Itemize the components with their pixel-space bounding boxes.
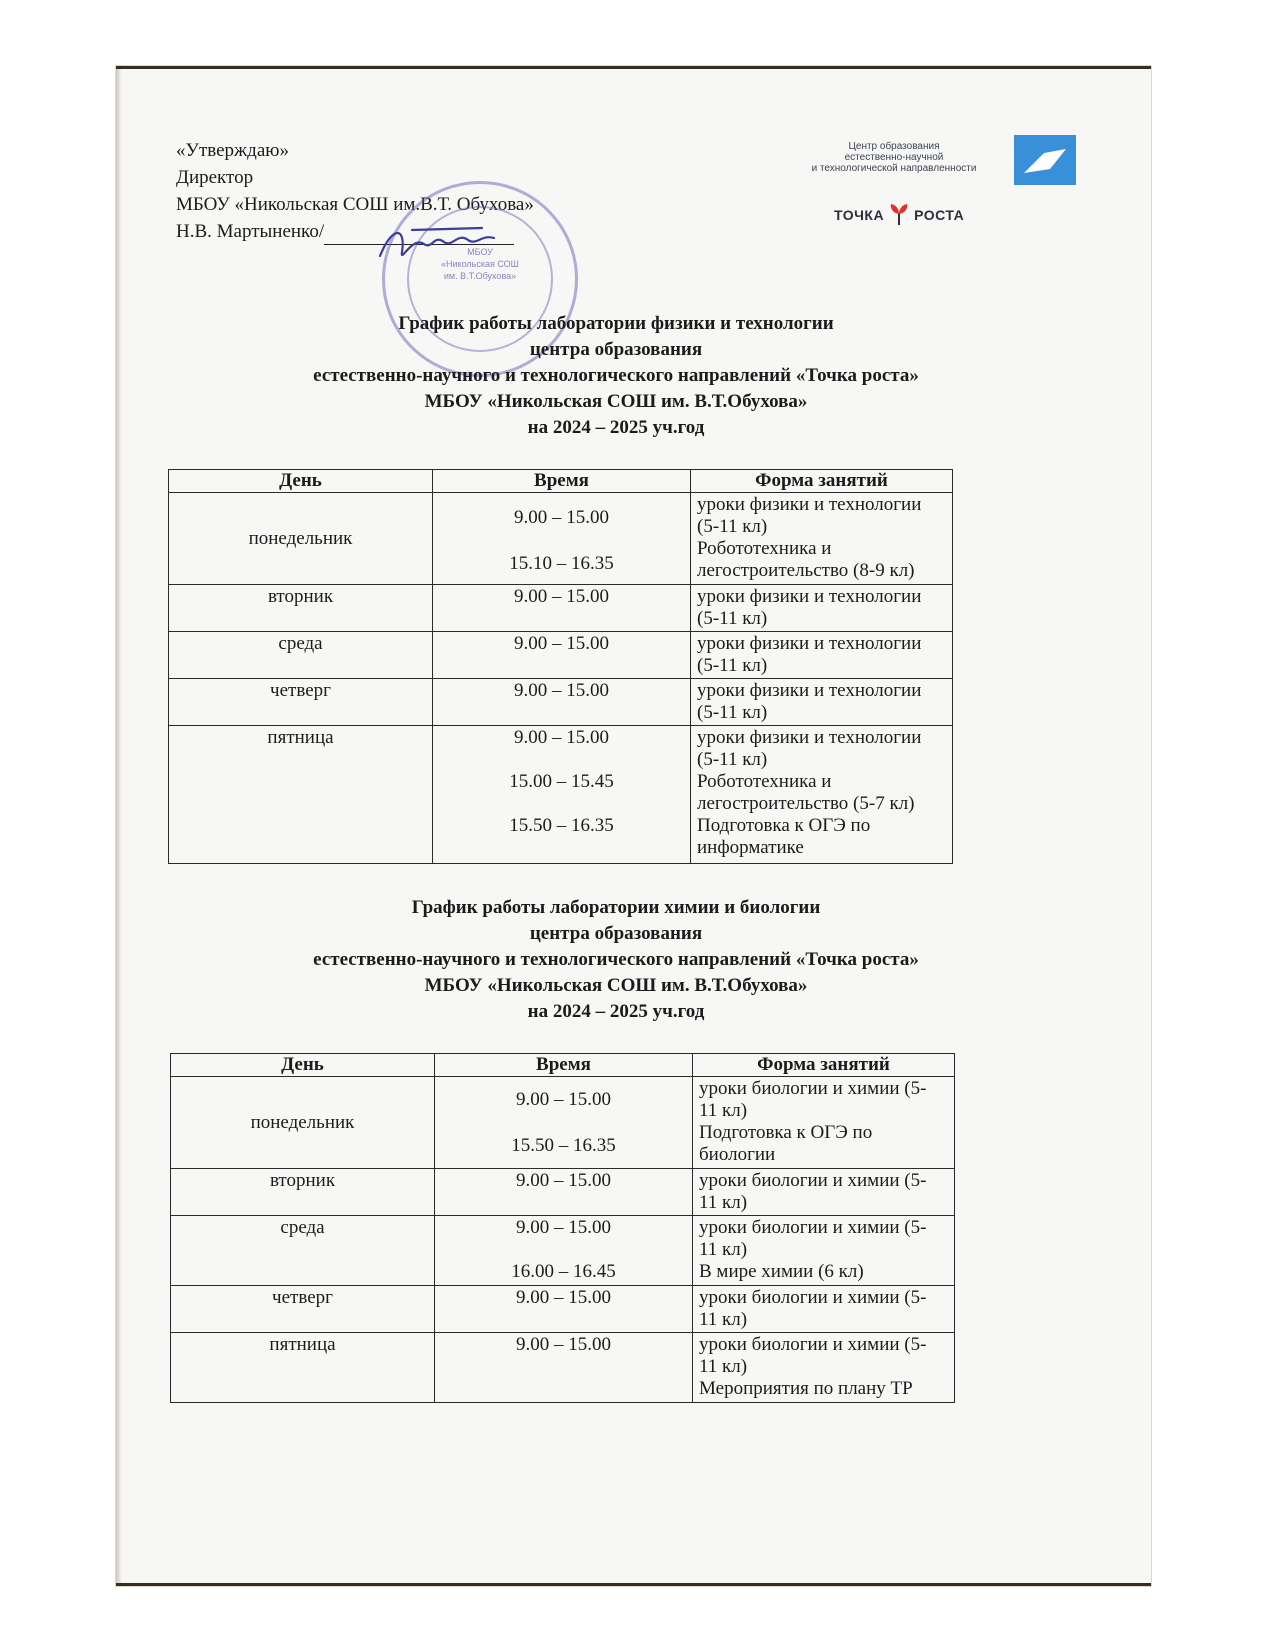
- table-header-row: [171, 1054, 955, 1077]
- time-cell: 9.00 – 15.00 15.10 – 16.35: [433, 493, 691, 585]
- time-cell: 9.00 – 15.00: [433, 632, 691, 679]
- brand-wordmark: [834, 203, 964, 227]
- day-cell: пятница: [171, 1333, 435, 1403]
- director-signature: [372, 214, 512, 274]
- table-row: [169, 493, 953, 585]
- approve-label: «Утверждаю»: [176, 140, 289, 161]
- time-cell: 9.00 – 15.00: [433, 585, 691, 632]
- header-day: День: [169, 470, 433, 493]
- form-cell: уроки биологии и химии (5- 11 кл) Мероприятия по плану ТР: [693, 1333, 955, 1403]
- director-position: Директор: [176, 167, 254, 188]
- document-sheet: [116, 66, 1151, 1586]
- header-day: День: [171, 1054, 435, 1077]
- table-row: [171, 1216, 955, 1286]
- table-row: [171, 1077, 955, 1169]
- time-cell: 9.00 – 15.00 16.00 – 16.45: [435, 1216, 693, 1286]
- table-row: [169, 726, 953, 864]
- table-row: [169, 679, 953, 726]
- form-cell: уроки физики и технологии (5-11 кл): [691, 679, 953, 726]
- form-cell: уроки биологии и химии (5- 11 кл): [693, 1286, 955, 1333]
- form-cell: уроки биологии и химии (5- 11 кл) В мире химии (6 кл): [693, 1216, 955, 1286]
- table-row: [171, 1169, 955, 1216]
- form-cell: уроки биологии и химии (5- 11 кл): [693, 1169, 955, 1216]
- day-cell: понедельник: [171, 1077, 435, 1169]
- section1-title: График работы лаборатории физики и технологии центра образования естественно-научного и технологического направлений «Точка роста» МБОУ «Никольская СОШ им. В.Т.Обухова» на 2024 – 2025 уч.год: [313, 313, 919, 438]
- table-row: [169, 585, 953, 632]
- sprout-icon: [888, 203, 910, 227]
- table-row: [171, 1286, 955, 1333]
- header-time: Время: [435, 1054, 693, 1077]
- day-cell: среда: [169, 632, 433, 679]
- day-cell: четверг: [171, 1286, 435, 1333]
- table-row: [169, 632, 953, 679]
- header-form: Форма занятий: [693, 1054, 955, 1077]
- form-cell: уроки физики и технологии (5-11 кл) Робототехника и легостроительство (5-7 кл) Подготовка к ОГЭ по информатике: [691, 726, 953, 864]
- table-row: [171, 1333, 955, 1403]
- time-cell: 9.00 – 15.00: [435, 1333, 693, 1403]
- day-cell: вторник: [169, 585, 433, 632]
- tochka-rosta-logo: [776, 135, 1086, 245]
- header-time: Время: [433, 470, 691, 493]
- brand-right-word: РОСТА: [914, 207, 965, 223]
- school-name: МБОУ «Никольская СОШ им.В.Т. Обухова»: [176, 194, 534, 215]
- form-cell: уроки физики и технологии (5-11 кл): [691, 585, 953, 632]
- time-cell: 9.00 – 15.00 15.50 – 16.35: [435, 1077, 693, 1169]
- time-cell: 9.00 – 15.00 15.00 – 15.45 15.50 – 16.35: [433, 726, 691, 864]
- table-header-row: [169, 470, 953, 493]
- form-cell: уроки физики и технологии (5-11 кл): [691, 632, 953, 679]
- center-caption: Центр образования естественно-научной и технологической направленности: [811, 141, 977, 174]
- day-cell: среда: [171, 1216, 435, 1286]
- center-logo-icon: [1014, 135, 1076, 185]
- stamp-core-text: МБОУ «Никольская СОШ им. В.Т.Обухова»: [441, 247, 519, 281]
- time-cell: 9.00 – 15.00: [433, 679, 691, 726]
- header-form: Форма занятий: [691, 470, 953, 493]
- day-cell: понедельник: [169, 493, 433, 585]
- section2-title: График работы лаборатории химии и биологии центра образования естественно-научного и технологического направлений «Точка роста» МБОУ «Никольская СОШ им. В.Т.Обухова» на 2024 – 2025 уч.год: [313, 897, 919, 1022]
- time-cell: 9.00 – 15.00: [435, 1286, 693, 1333]
- physics-schedule-table: [168, 469, 953, 864]
- day-cell: четверг: [169, 679, 433, 726]
- director-name: Н.В. Мартыненко/: [176, 221, 325, 242]
- brand-left-word: ТОЧКА: [834, 207, 885, 223]
- form-cell: уроки биологии и химии (5- 11 кл) Подготовка к ОГЭ по биологии: [693, 1077, 955, 1169]
- form-cell: уроки физики и технологии (5-11 кл) Робототехника и легостроительство (8-9 кл): [691, 493, 953, 585]
- time-cell: 9.00 – 15.00: [435, 1169, 693, 1216]
- day-cell: пятница: [169, 726, 433, 864]
- day-cell: вторник: [171, 1169, 435, 1216]
- chemistry-schedule-table: [170, 1053, 955, 1403]
